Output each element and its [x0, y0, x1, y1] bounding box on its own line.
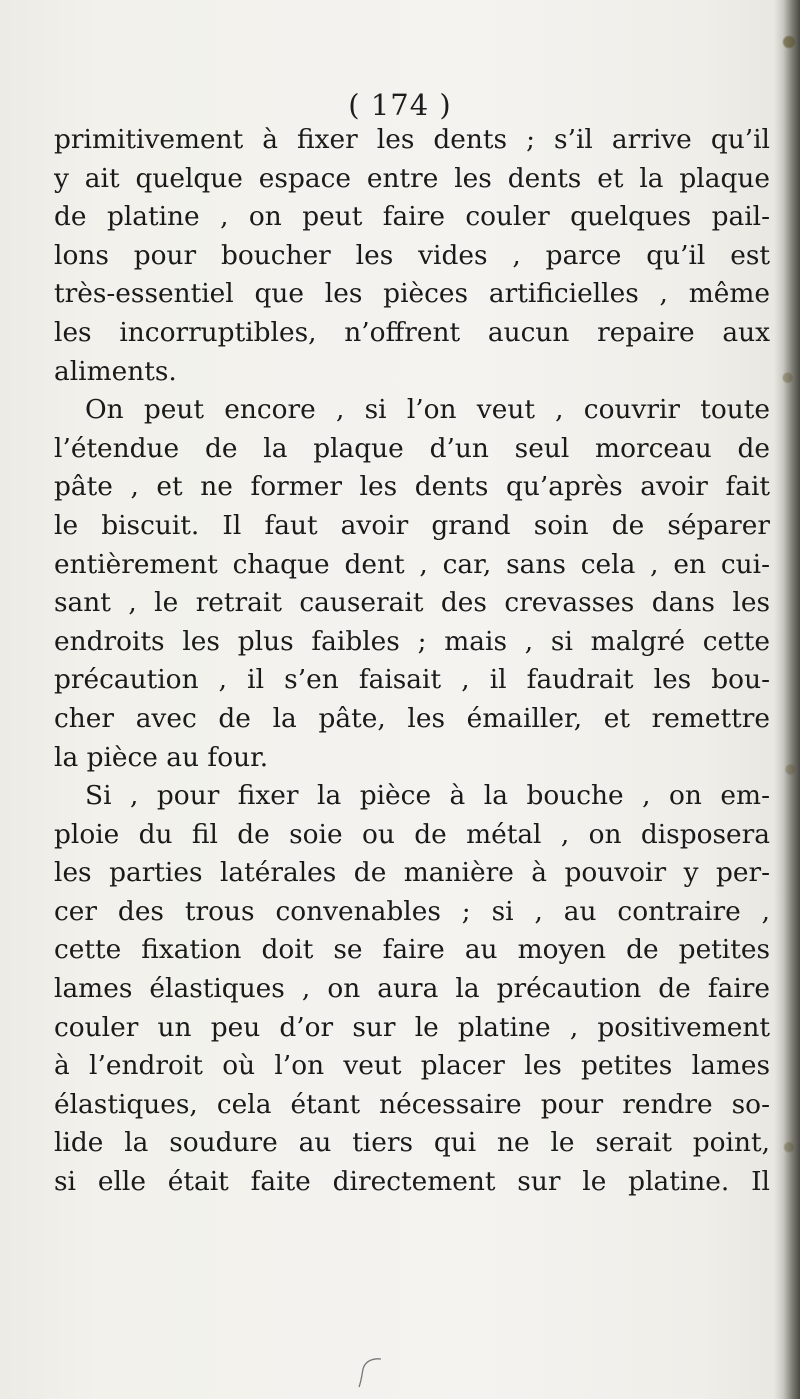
text-line: si elle était faite directement sur le platine. Il: [54, 1166, 770, 1198]
text-line: Si , pour fixer la pièce à la bouche , on em-: [85, 780, 770, 812]
text-line: à l’endroit où l’on veut placer les petites lames: [54, 1050, 770, 1082]
text-line: aliments.: [54, 355, 177, 387]
text-line: le biscuit. Il faut avoir grand soin de séparer: [54, 509, 770, 541]
text-line: très-essentiel que les pièces artificielles , même: [54, 278, 770, 310]
text-line: primitivement à fixer les dents ; s’il arrive qu’il: [54, 124, 770, 155]
page-edge-stains: [782, 0, 796, 1399]
text-line: précaution , il s’en faisait , il faudrait les bou-: [54, 664, 770, 696]
text-line: cette fixation doit se faire au moyen de petites: [54, 934, 770, 966]
text-line: lames élastiques , on aura la précaution de faire: [54, 973, 770, 1005]
text-line: sant , le retrait causerait des crevasses dans les: [54, 587, 770, 619]
body-text: [54, 121, 770, 1202]
text-line: les parties latérales de manière à pouvoir y per-: [54, 857, 770, 889]
text-line: couler un peu d’or sur le platine , positivement: [54, 1011, 770, 1043]
text-line: cher avec de la pâte, les émailler, et remettre: [54, 702, 770, 734]
text-line: de platine , on peut faire couler quelques pail-: [54, 201, 770, 233]
text-line: la pièce au four.: [54, 741, 269, 773]
text-line: lide la soudure au tiers qui ne le serait point,: [54, 1127, 770, 1159]
text-line: cer des trous convenables ; si , au contraire ,: [54, 895, 770, 927]
text-line: pâte , et ne former les dents qu’après avoir fait: [54, 471, 770, 503]
text-line: ploie du fil de soie ou de métal , on disposera: [54, 818, 770, 850]
text-line: les incorruptibles, n’offrent aucun repaire aux: [54, 316, 770, 348]
text-line: lons pour boucher les vides , parce qu’il est: [54, 239, 770, 271]
text-line: l’étendue de la plaque d’un seul morceau de: [54, 432, 770, 464]
page-number: ( 174 ): [348, 88, 452, 122]
text-line: entièrement chaque dent , car, sans cela , en cui-: [54, 548, 770, 580]
text-line: élastiques, cela étant nécessaire pour rendre so-: [54, 1088, 770, 1120]
text-line: y ait quelque espace entre les dents et la plaque: [54, 162, 770, 194]
text-line: On peut encore , si l’on veut , couvrir toute: [85, 394, 770, 426]
text-line: endroits les plus faibles ; mais , si malgré cette: [54, 625, 770, 657]
pencil-mark: [355, 1355, 385, 1389]
